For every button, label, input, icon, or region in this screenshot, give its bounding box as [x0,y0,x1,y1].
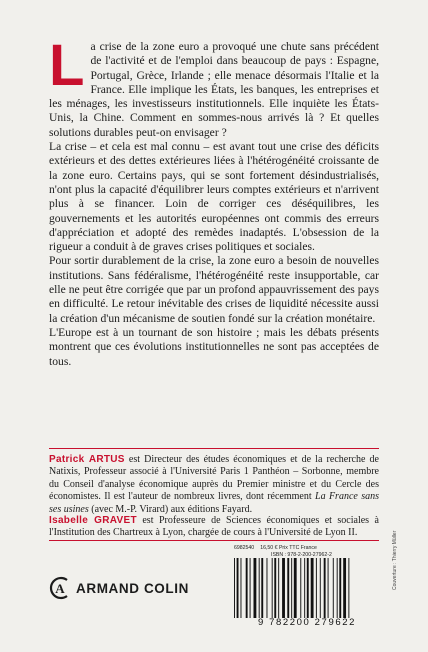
author-bio-2 [49,515,379,540]
drop-cap: L [49,33,85,98]
price-isbn-block [234,545,374,559]
blurb-paragraph-3: Pour sortir durablement de la crise, la zone euro a besoin de nouvelles institutions. Sans fédéralisme, l'hétérogénéité reste insupportable, car elle ne peut être corrigée que par un profond appauvrissement des pays en difficulté. Le retour inévitable des crises de liquidité nécessite aussi la création d'un mécanisme de soutien fondé sur la création monétaire. [49,254,379,325]
author-bio-text: est Professeure de Sciences économiques et sociales à l'Institution des Chartreux à Lyon, chargée de cours à l'Université de Lyon II. [49,515,379,539]
author-bio-text: est Directeur des études économiques et de la recherche de Natixis, Professeur associé à l'Université Paris 1 Panthéon – Sorbonne, membre du Conseil d'analyse économique auprès du Premier ministre et du Cercle des économistes. Il est l'auteur de nombreux livres, dont récemment [49,454,379,503]
product-code: 6982540 [234,545,255,551]
publisher-name: ARMAND COLIN [76,580,189,596]
barcode-digits: 9 782200 279622 [258,617,356,628]
cover-credit: Couverture : Thierry Müller [392,530,398,590]
publisher-logo [47,576,189,600]
author-name: Patrick ARTUS [49,454,125,465]
author-name: Isabelle GRAVET [49,515,137,526]
book-title-italic: La France sans ses usines [49,491,379,515]
blurb [49,33,379,369]
armand-colin-logo-icon [47,576,73,600]
blurb-paragraph-1: a crise de la zone euro a provoqué une chute sans précédent de l'activité et de l'emploi dans beaucoup de pays : Espagne, Portugal, Grèce, Irlande ; elle menace désormais l'Italie et la France. Elle implique les États, les banques, les entreprises et les ménages, les investisseurs institutionnels. Elle inquiète les États-Unis, la Chine. Comment en sommes-nous arrivés là ? Et quelles solutions durables peut-on envisager ? [49,40,379,139]
price-text: 16,50 € Prix TTC France [260,545,317,551]
author-bio-1 [49,454,379,516]
divider-bottom [49,540,379,541]
isbn-text: ISBN : 978-2-200-27962-2 [271,552,332,558]
barcode [232,558,382,618]
blurb-paragraph-4: L'Europe est à un tournant de son histoire ; mais les débats présents montrent que ces évolutions institutionnelles ne sont pas acceptées de tous. [49,325,379,368]
divider-top [49,448,379,449]
author-bio-text-end: (avec M.-P. Virard) aux éditions Fayard. [88,503,253,515]
svg-text:A: A [55,581,65,596]
blurb-paragraph-2: La crise – et cela est mal connu – est avant tout une crise des déficits extérieurs et des dettes extérieures liées à l'hétérogénéité croissante de la zone euro. Certains pays, qui se sont fortement désindustrialisés, n'ont plus la capacité d'équilibrer leurs comptes extérieurs et n'arrivent plus à se financer. Loin de corriger ces déséquilibres, les gouvernements et les autorités européennes ont commis des erreurs d'appréciation et adopté des remèdes inadaptés. L'obsession de la rigueur a conduit à de graves crises politiques et sociales. [49,140,379,254]
